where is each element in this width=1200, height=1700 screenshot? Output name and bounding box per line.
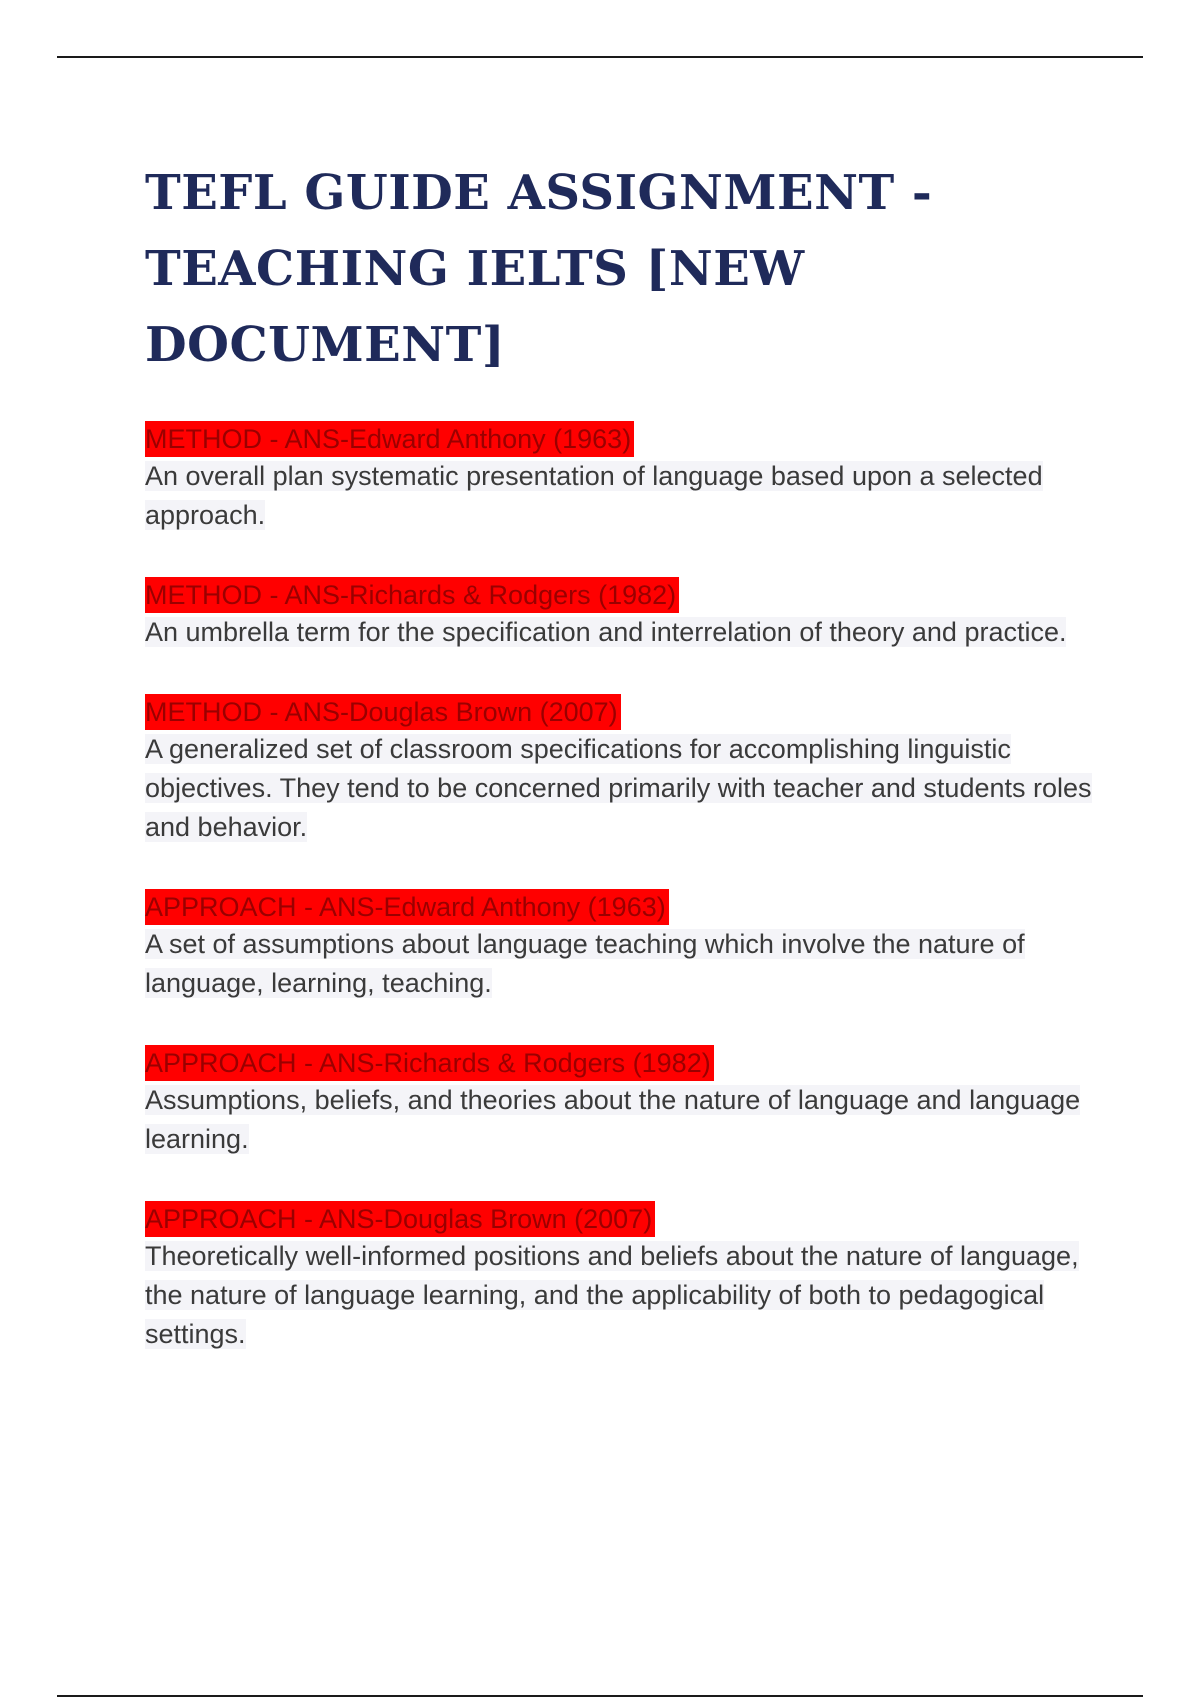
entry-term: APPROACH - ANS-Edward Anthony (1963)	[145, 889, 669, 925]
document-title-line-1: TEFL GUIDE ASSIGNMENT -	[145, 165, 933, 221]
footer-rule	[57, 1695, 1143, 1697]
document-body	[145, 155, 1095, 1396]
entry-definition: A set of assumptions about language teaching which involve the nature of language, learning, teaching.	[145, 929, 1025, 998]
entry-item	[145, 577, 1095, 652]
document-title-line-2: TEACHING IELTS [NEW DOCUMENT]	[145, 241, 805, 373]
entry-item	[145, 694, 1095, 847]
entry-term: METHOD - ANS-Richards & Rodgers (1982)	[145, 577, 679, 613]
document-title	[145, 155, 1095, 383]
header-rule	[57, 56, 1143, 58]
entry-definition: A generalized set of classroom specifications for accomplishing linguistic objectives. They tend to be concerned primarily with teacher and students roles and behavior.	[145, 734, 1092, 842]
entry-item	[145, 421, 1095, 535]
entry-item	[145, 1201, 1095, 1354]
entry-item	[145, 1045, 1095, 1159]
entry-list	[145, 421, 1095, 1354]
entry-definition: Assumptions, beliefs, and theories about the nature of language and language learning.	[145, 1085, 1081, 1154]
entry-term: APPROACH - ANS-Douglas Brown (2007)	[145, 1201, 655, 1237]
entry-definition: An overall plan systematic presentation of language based upon a selected approach.	[145, 461, 1043, 530]
entry-term: METHOD - ANS-Douglas Brown (2007)	[145, 694, 621, 730]
entry-definition: An umbrella term for the specification and interrelation of theory and practice.	[145, 617, 1067, 647]
entry-definition: Theoretically well-informed positions and beliefs about the nature of language, the nature of language learning, and the applicability of both to pedagogical settings.	[145, 1241, 1079, 1349]
entry-item	[145, 889, 1095, 1003]
entry-term: METHOD - ANS-Edward Anthony (1963)	[145, 421, 634, 457]
entry-term: APPROACH - ANS-Richards & Rodgers (1982)	[145, 1045, 714, 1081]
